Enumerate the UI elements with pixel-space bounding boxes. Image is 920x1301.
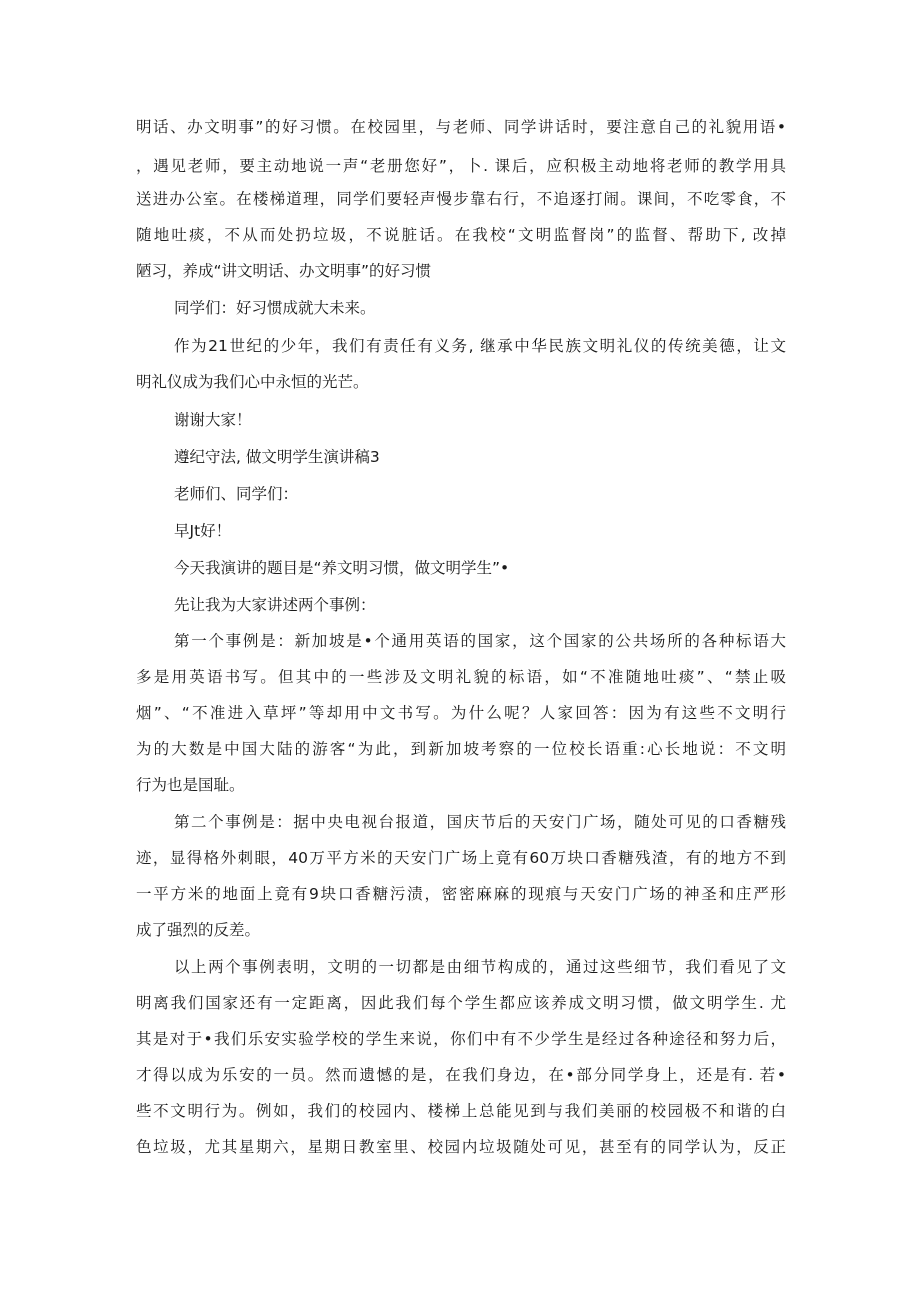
- text-line: 才得以成为乐安的一员。然而遗憾的是，在我们身边，在•部分同学身上，还是有. 若•: [136, 1066, 786, 1084]
- text-line: 多是用英语书写。但其中的一些涉及文明礼貌的标语，如“不准随地吐痰”、“禁止吸: [136, 668, 786, 686]
- text-line: 随地吐痰，不从而处扔垃圾，不说脏话。在我校“文明监督岗”的监督、帮助下, 改掉: [136, 226, 786, 244]
- text-line: 烟”、“不准进入草坪”等却用中文书写。为什么呢？人家回答：因为有这些不文明行: [136, 704, 786, 722]
- text-line: 明礼仪成为我们心中永恒的光芒。: [136, 373, 369, 391]
- text-line: 成了强烈的反差。: [136, 921, 261, 939]
- text-line: 色垃圾，尤其星期六，星期日教室里、校园内垃圾随处可见，甚至有的同学认为，反正: [136, 1138, 786, 1156]
- text-line: 一平方米的地面上竟有9块口香糖污渍，密密麻麻的现痕与天安门广场的神圣和庄严形: [136, 885, 786, 903]
- text-line: 早Jt好！: [174, 522, 232, 540]
- text-line: 迹，显得格外刺眼，40万平方米的天安门广场上竟有60万块口香糖残渣，有的地方不到: [136, 849, 786, 867]
- text-line: 以上两个事例表明，文明的一切都是由细节构成的，通过这些细节，我们看见了文: [174, 958, 786, 976]
- text-line: ，遇见老师，要主动地说一声“老册您好”，卜. 课后，应积极主动地将老师的教学用具: [136, 157, 786, 175]
- text-line: 先让我为大家讲述两个事例：: [174, 596, 376, 614]
- text-line: 其是对于•我们乐安实验学校的学生来说，你们中有不少学生是经过各种途径和努力后，: [136, 1030, 786, 1048]
- text-line: 第二个事例是：据中央电视台报道，国庆节后的天安门广场，随处可见的口香糖残: [174, 813, 786, 831]
- text-line: 第一个事例是：新加坡是•个通用英语的国家，这个国家的公共场所的各种标语大: [174, 632, 786, 650]
- text-line: 些不文明行为。例如，我们的校园内、楼梯上总能见到与我们美丽的校园极不和谐的白: [136, 1102, 786, 1120]
- text-line: 今天我演讲的题目是“养文明习惯，做文明学生”•: [174, 559, 510, 577]
- text-line: 老师们、同学们：: [174, 485, 299, 503]
- text-line: 作为21世纪的少年，我们有责任有义务, 继承中华民族文明礼仪的传统美德，让文: [174, 337, 786, 355]
- text-line: 明离我们国家还有一定距离，因此我们每个学生都应该养成文明习惯，做文明学生. 尤: [136, 994, 786, 1012]
- text-line: 为的大数是中国大陆的游客“为此，到新加坡考察的一位校长语重:心长地说：不文明: [136, 740, 786, 758]
- text-line: 明话、办文明事”的好习惯。在校园里，与老师、同学讲话时，要注意自己的礼貌用语•: [136, 118, 786, 136]
- text-line: 送进办公室。在楼梯道理，同学们要轻声慢步靠右行，不追逐打闹。课间，不吃零食，不: [136, 190, 786, 208]
- text-line: 陋习，养成“讲文明话、办文明事”的好习惯: [136, 262, 432, 280]
- text-line: 同学们：好习惯成就大未来。: [174, 299, 376, 317]
- text-line: 行为也是国耻。: [136, 776, 245, 794]
- text-line: 谢谢大家！: [174, 411, 252, 429]
- document-heading: 遵纪守法, 做文明学生演讲稿3: [174, 448, 380, 466]
